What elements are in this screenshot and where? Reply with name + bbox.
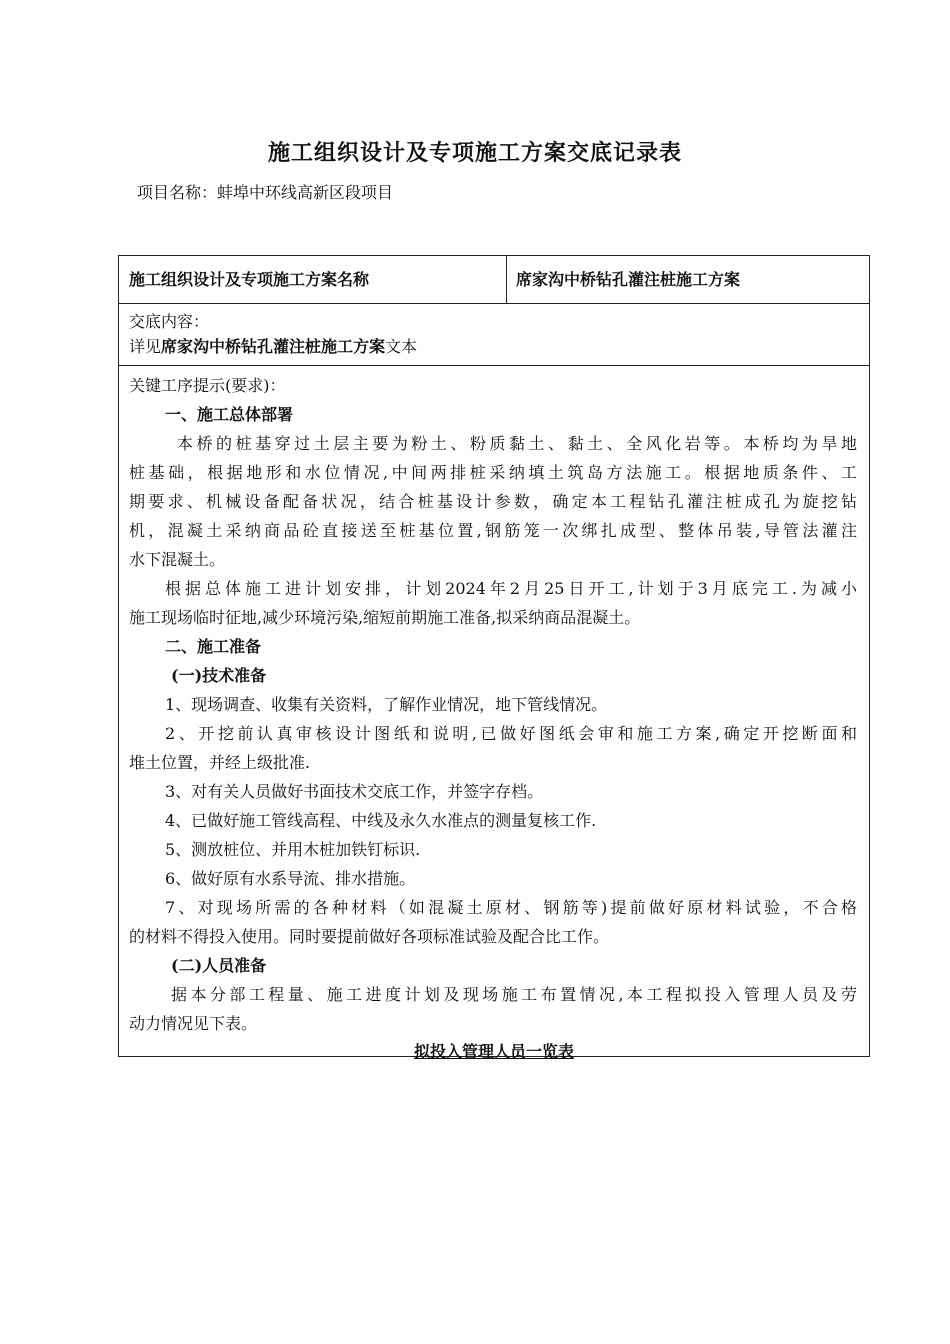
p3-line2: 动力情况见下表。 (129, 1014, 258, 1033)
item2-line1: 2、开挖前认真审核设计图纸和说明,已做好图纸会审和施工方案,确定开挖断面和 (165, 724, 857, 743)
section2-heading: 二、施工准备 (165, 637, 262, 656)
item6: 6、做好原有水系导流、排水措施。 (165, 869, 416, 888)
p2-line1: 根据总体施工进计划安排，计划2024年2月25日开工,计划于3月底完工.为减小 (165, 579, 857, 598)
p2-line2: 施工现场临时征地,减少环境污染,缩短前期施工准备,拟采纳商品混凝土。 (129, 608, 641, 627)
content-scheme-name: 席家沟中桥钻孔灌注桩施工方案 (161, 337, 386, 356)
sub1-heading: (一)技术准备 (171, 666, 267, 685)
p3-line1: 据本分部工程量、施工进度计划及现场施工布置情况,本工程拟投入管理人员及劳 (171, 985, 857, 1004)
p1-line4: 机，混凝土采纳商品砼直接送至桩基位置,钢筋笼一次绑扎成型、整体吊装,导管法灌注 (129, 521, 857, 540)
content-suffix: 文本 (385, 337, 418, 356)
staff-table-caption: 拟投入管理人员一览表 (413, 1042, 574, 1061)
p1-line2: 桩基础，根据地形和水位情况,中间两排桩采纳填土筑岛方法施工。根据地质条件、工 (129, 463, 857, 482)
disclosure-content-row (119, 304, 869, 366)
item3: 3、对有关人员做好书面技术交底工作，并签字存档。 (165, 782, 544, 801)
disclosure-table (118, 255, 870, 1061)
scheme-name-value: 席家沟中桥钻孔灌注桩施工方案 (516, 270, 741, 289)
key-steps-label: 关键工序提示(要求)： (129, 376, 286, 395)
item1: 1、现场调查、收集有关资料，了解作业情况，地下管线情况。 (165, 695, 608, 714)
document-title: 施工组织设计及专项施工方案交底记录表 (267, 141, 682, 166)
item5: 5、测放桩位、并用木桩加铁钉标识. (165, 840, 421, 859)
content-text (129, 334, 417, 357)
cell-divider (506, 256, 507, 303)
section1-heading: 一、施工总体部署 (165, 405, 294, 424)
item7-line1: 7、对现场所需的各种材料（如混凝土原材、钢筋等)提前做好原材料试验，不合格 (165, 898, 857, 917)
sub2-heading: (二)人员准备 (171, 956, 267, 975)
scheme-name-row (119, 256, 869, 304)
p1-line1: 本桥的桩基穿过土层主要为粉土、粉质黏土、黏土、全风化岩等。本桥均为旱地 (177, 434, 857, 453)
key-steps-row (119, 366, 869, 1061)
p1-line3: 期要求、机械设备配备状况，结合桩基设计参数，确定本工程钻孔灌注桩成孔为旋挖钻 (129, 492, 857, 511)
item2-line2: 堆土位置，并经上级批准. (129, 753, 311, 772)
content-prefix: 详见 (129, 337, 162, 356)
project-name: 项目名称：蚌埠中环线高新区段项目 (137, 183, 394, 202)
content-label: 交底内容： (129, 312, 210, 331)
scheme-name-label: 施工组织设计及专项施工方案名称 (129, 270, 370, 289)
item4: 4、已做好施工管线高程、中线及永久水准点的测量复核工作. (165, 811, 597, 830)
item7-line2: 的材料不得投入使用。同时要提前做好各项标准试验及配合比工作。 (129, 927, 610, 946)
p1-line5: 水下混凝土。 (129, 550, 226, 569)
